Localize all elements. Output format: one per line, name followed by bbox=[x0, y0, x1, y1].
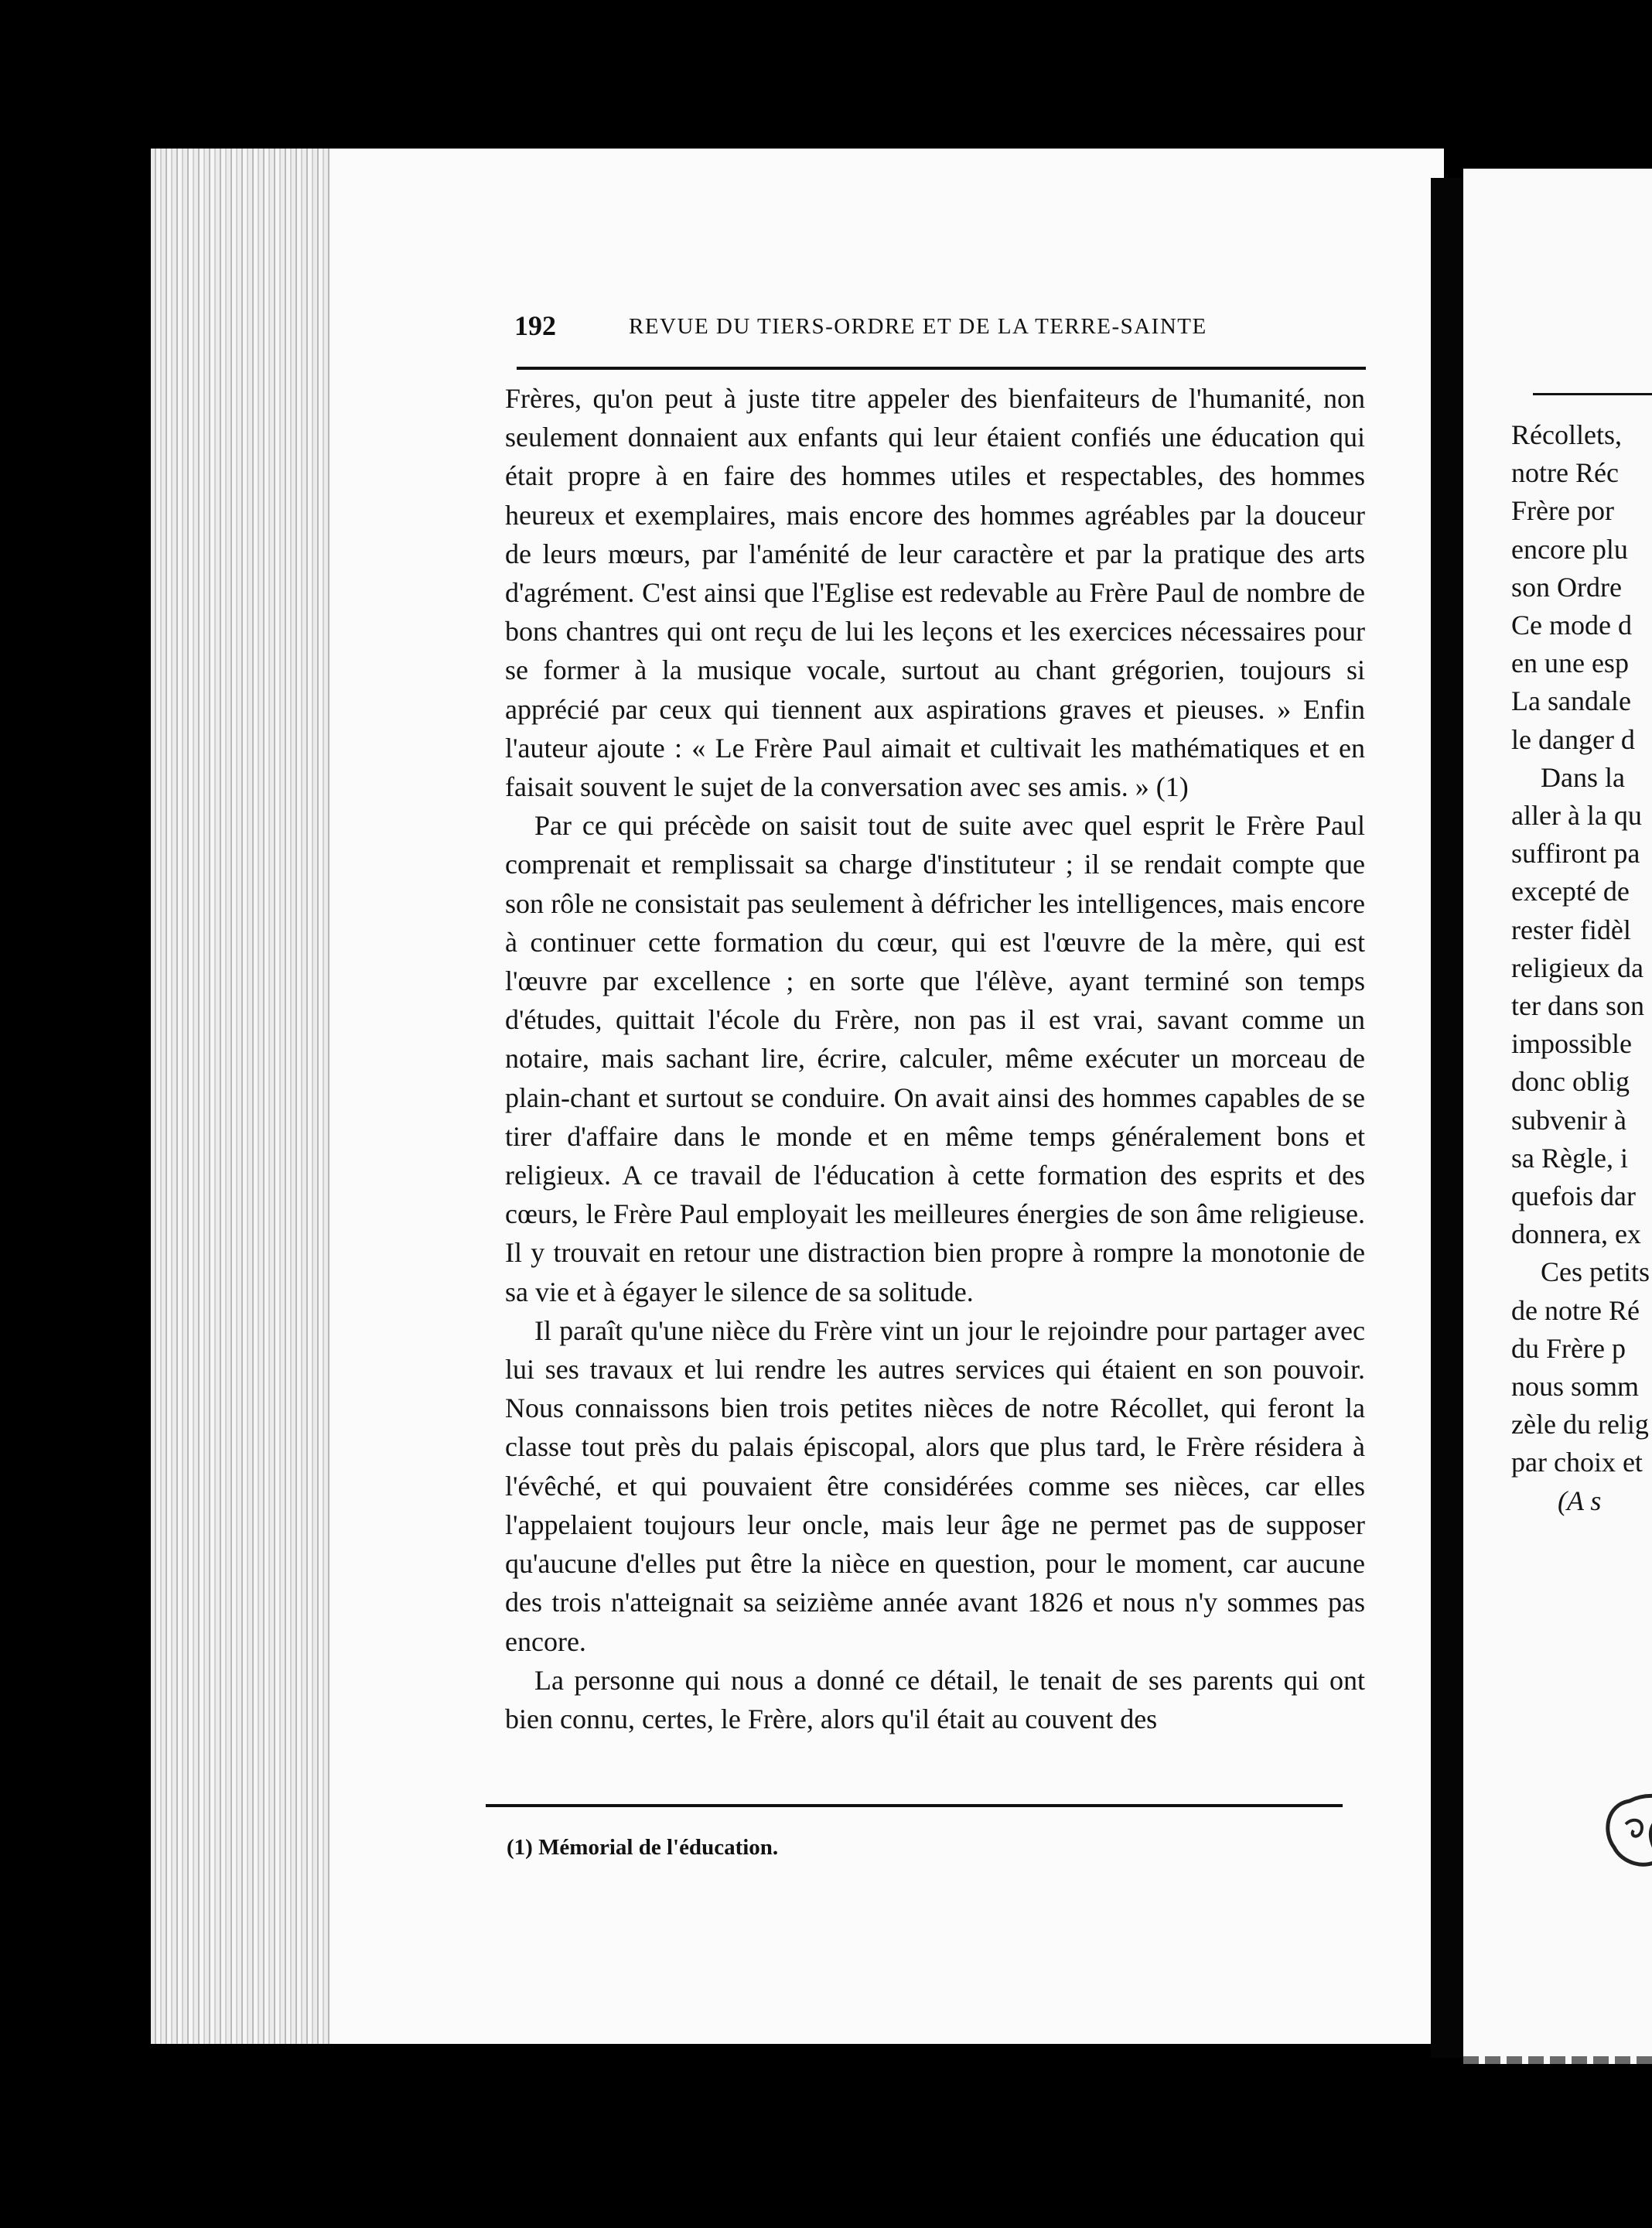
running-head bbox=[514, 309, 1350, 343]
right-line: rester fidèl bbox=[1511, 914, 1631, 945]
right-line: La sandale bbox=[1511, 685, 1631, 717]
right-line: donnera, ex bbox=[1511, 1218, 1641, 1250]
book-page-edges bbox=[151, 149, 333, 2044]
right-line: Frère por bbox=[1511, 495, 1614, 527]
right-line: le danger d bbox=[1511, 723, 1635, 755]
header-rule bbox=[517, 367, 1366, 370]
right-line: nous somm bbox=[1511, 1371, 1640, 1403]
book-gutter bbox=[1431, 178, 1462, 2058]
right-line: suffiront pa bbox=[1511, 838, 1640, 870]
right-page bbox=[1463, 169, 1652, 2064]
right-line: notre Réc bbox=[1511, 457, 1619, 489]
footnote-rule bbox=[486, 1804, 1343, 1807]
footnote: (1) Mémorial de l'éducation. bbox=[507, 1835, 779, 1860]
right-line: par choix et bbox=[1511, 1447, 1643, 1478]
paragraph: La personne qui nous a donné ce détail, le tenait de ses parents qui ont bien connu, certes, le Frère, alors qu'il était au couvent des bbox=[505, 1664, 1365, 1734]
running-head-title: REVUE DU TIERS-ORDRE ET DE LA TERRE-SAINTE bbox=[629, 314, 1207, 339]
right-line: Récollets, bbox=[1511, 419, 1622, 450]
right-line: aller à la qu bbox=[1511, 800, 1642, 832]
right-line: quefois dar bbox=[1511, 1181, 1636, 1212]
page-number: 192 bbox=[514, 310, 556, 341]
right-line: religieux da bbox=[1511, 952, 1643, 983]
right-line: du Frère p bbox=[1511, 1332, 1626, 1364]
right-line: en une esp bbox=[1511, 648, 1629, 679]
ornament-icon bbox=[1599, 1785, 1652, 1878]
body-text bbox=[505, 379, 1365, 1738]
paragraph: Par ce qui précède on saisit tout de suite avec quel esprit le Frère Paul comprenait et remplissait sa charge d'instituteur ; il se rendait compte que son rôle ne consistait pas seulement à défricher les intelligences, mais encore à continuer cette formation du cœur, qui est l'œuvre de la mère, qui est l'œuvre par excellence ; en sorte que l'élève, ayant terminé son temps d'études, quittait l'école du Frère, non pas il est vrai, savant comme un notaire, mais sachant lire, écrire, calculer, même exécuter un morceau de plain-chant et surtout se conduire. On avait ainsi des hommes capables de se tirer d'affaire dans le monde et en même temps généralement bons et religieux. A ce travail de l'éducation à cette formation des esprits et des cœurs, le Frère Paul employait les meilleures énergies de son âme religieuse. Il y trouvait en retour une distraction bien propre à rompre la monotonie de sa vie et à égayer le silence de sa solitude. bbox=[505, 810, 1365, 1307]
right-line: de notre Ré bbox=[1511, 1294, 1640, 1326]
right-page-rule bbox=[1533, 393, 1652, 395]
paragraph: Il paraît qu'une nièce du Frère vint un jour le rejoindre pour partager avec lui ses travaux et lui rendre les autres services qui étaient en son pouvoir. Nous connaissons bien trois petites nièces de notre Récollet, qui feront la classe tout près du palais épiscopal, alors que plus tard, le Frère résidera à l'évêché, et qui pouvaient être considérées comme ses nièces, car elles l'appelaient toujours leur oncle, mais leur âge ne permet pas de supposer qu'aucune d'elles put être la nièce en question, pour le moment, car aucune des trois n'atteignait sa seizième année avant 1826 et nous n'y sommes pas encore. bbox=[505, 1314, 1365, 1657]
right-line: Ce mode d bbox=[1511, 610, 1632, 641]
right-line: ter dans son bbox=[1511, 990, 1644, 1022]
paragraph: Frères, qu'on peut à juste titre appeler des bienfaiteurs de l'humanité, non seulement donnaient aux enfants qui leur étaient confiés une éducation qui était propre à en faire des hommes utiles et respectables, des hommes heureux et exemplaires, mais encore des hommes agréables par la douceur de leurs mœurs, par l'aménité de leur caractère et par la pratique des arts d'agrément. C'est ainsi que l'Eglise est redevable au Frère Paul de nombre de bons chantres qui ont reçu de lui les leçons et les exercices nécessaires pour se former à la musique vocale, surtout au chant grégorien, toujours si apprécié par ceux qui tiennent aux aspirations graves et pieuses. » Enfin l'auteur ajoute : « Le Frère Paul aimait et cultivait les mathématiques et en faisait souvent le sujet de la conversation avec ses amis. » (1) bbox=[505, 383, 1365, 803]
right-line: encore plu bbox=[1511, 533, 1628, 565]
right-line: subvenir à bbox=[1511, 1104, 1626, 1136]
right-line: Ces petits bbox=[1541, 1256, 1650, 1288]
right-line-continued: (A s bbox=[1558, 1485, 1602, 1516]
right-line: impossible bbox=[1511, 1028, 1633, 1060]
right-page-text bbox=[1511, 416, 1652, 1520]
right-line: zèle du relig bbox=[1511, 1409, 1649, 1440]
right-line: donc oblig bbox=[1511, 1066, 1630, 1098]
right-line: Dans la bbox=[1541, 761, 1625, 793]
right-line: sa Règle, i bbox=[1511, 1142, 1628, 1174]
right-line: excepté de bbox=[1511, 876, 1630, 907]
right-line: son Ordre bbox=[1511, 571, 1622, 603]
